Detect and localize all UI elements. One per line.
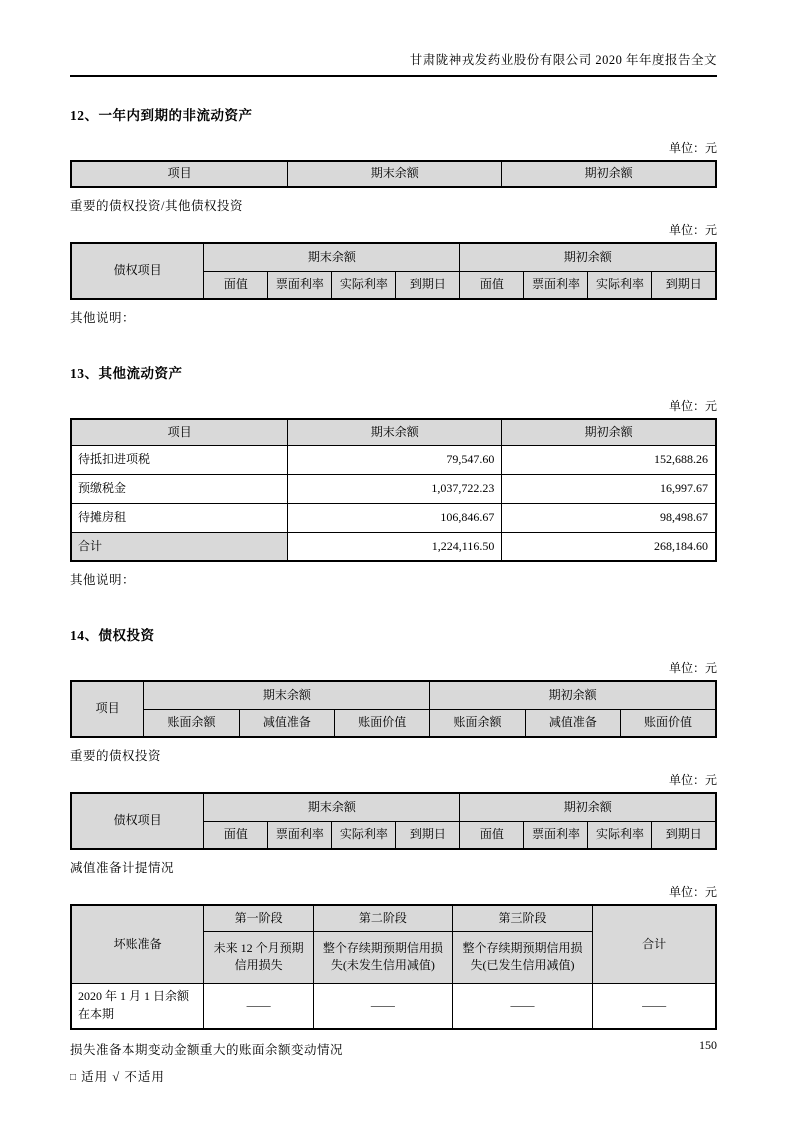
column-header: 项目 — [71, 419, 288, 445]
debt-investment-summary-table — [70, 680, 717, 738]
column-header: 到期日 — [652, 821, 716, 849]
column-group-header: 期初余额 — [460, 243, 716, 271]
row-label-total: 合计 — [71, 532, 288, 561]
unit-label: 单位：元 — [668, 223, 717, 237]
cell-end-balance: 79,547.60 — [288, 445, 502, 474]
table-row — [71, 983, 716, 1029]
table-row-total — [71, 532, 716, 561]
column-header-stage1: 第一阶段 — [204, 905, 314, 931]
document-header — [70, 50, 717, 77]
cell-begin-balance: 268,184.60 — [502, 532, 716, 561]
note-other-remarks: 其他说明： — [70, 311, 136, 325]
column-header: 账面余额 — [430, 709, 525, 737]
column-header: 债权项目 — [71, 243, 204, 299]
applicable-label: 适用 — [81, 1070, 109, 1084]
table-row — [71, 474, 716, 503]
column-group-header: 期末余额 — [144, 681, 430, 709]
column-header: 债权项目 — [71, 793, 204, 849]
column-header: 实际利率 — [332, 271, 396, 299]
column-subheader-stage1: 未来 12 个月预期信用损失 — [204, 931, 314, 983]
cell-dash: —— — [204, 983, 314, 1029]
cell-begin-balance: 16,997.67 — [502, 474, 716, 503]
column-header: 坏账准备 — [71, 905, 204, 983]
row-label: 2020 年 1 月 1 日余额在本期 — [71, 983, 204, 1029]
column-group-header: 期末余额 — [204, 793, 460, 821]
column-header: 期末余额 — [288, 161, 502, 187]
column-header: 面值 — [460, 821, 524, 849]
column-group-header: 期初余额 — [430, 681, 716, 709]
column-header: 实际利率 — [588, 821, 652, 849]
column-header: 减值准备 — [525, 709, 620, 737]
unit-label: 单位：元 — [668, 661, 717, 675]
cell-end-balance: 1,224,116.50 — [288, 532, 502, 561]
column-header-stage3: 第三阶段 — [452, 905, 593, 931]
unit-label: 单位：元 — [668, 399, 717, 413]
section-14-title: 14、债权投资 — [70, 628, 155, 643]
column-header: 到期日 — [652, 271, 716, 299]
document-title: 甘肃陇神戎发药业股份有限公司 2020 年年度报告全文 — [409, 53, 717, 67]
section-13-title: 13、其他流动资产 — [70, 366, 183, 381]
column-group-header: 期末余额 — [204, 243, 460, 271]
column-header: 项目 — [71, 161, 288, 187]
unit-label: 单位：元 — [668, 885, 717, 899]
cell-begin-balance: 98,498.67 — [502, 503, 716, 532]
cell-end-balance: 106,846.67 — [288, 503, 502, 532]
column-subheader-stage2: 整个存续期预期信用损失(未发生信用减值) — [314, 931, 453, 983]
column-header: 账面余额 — [144, 709, 239, 737]
note-other-remarks: 其他说明： — [70, 573, 136, 587]
column-header: 到期日 — [396, 271, 460, 299]
table-row — [71, 445, 716, 474]
row-label: 待摊房租 — [71, 503, 288, 532]
column-header: 项目 — [71, 681, 144, 737]
column-header: 实际利率 — [588, 271, 652, 299]
column-header: 期初余额 — [502, 161, 716, 187]
column-header: 面值 — [460, 271, 524, 299]
checkmark-icon: √ — [112, 1070, 121, 1084]
checkbox-unchecked-icon: □ — [70, 1072, 78, 1083]
column-header: 票面利率 — [524, 271, 588, 299]
column-header-stage2: 第二阶段 — [314, 905, 453, 931]
row-label: 预缴税金 — [71, 474, 288, 503]
debt-item-detail-table — [70, 792, 717, 850]
row-label: 待抵扣进项税 — [71, 445, 288, 474]
column-header: 减值准备 — [239, 709, 334, 737]
column-subheader-stage3: 整个存续期预期信用损失(已发生信用减值) — [452, 931, 593, 983]
column-header: 票面利率 — [268, 271, 332, 299]
note-important-debt-investment: 重要的债权投资/其他债权投资 — [70, 199, 243, 213]
column-header: 到期日 — [396, 821, 460, 849]
column-header: 面值 — [204, 821, 268, 849]
column-header: 账面价值 — [621, 709, 716, 737]
cell-end-balance: 1,037,722.23 — [288, 474, 502, 503]
column-header: 票面利率 — [268, 821, 332, 849]
column-header: 期初余额 — [502, 419, 716, 445]
noncurrent-assets-due-table — [70, 160, 717, 188]
unit-label: 单位：元 — [668, 773, 717, 787]
column-group-header: 期初余额 — [460, 793, 716, 821]
column-header: 账面价值 — [335, 709, 430, 737]
unit-label: 单位：元 — [668, 141, 717, 155]
column-header: 期末余额 — [288, 419, 502, 445]
page-number: 150 — [699, 1038, 717, 1052]
note-important-debt-investment: 重要的债权投资 — [70, 749, 162, 763]
cell-begin-balance: 152,688.26 — [502, 445, 716, 474]
applicability-line — [70, 1067, 717, 1085]
bad-debt-provision-table — [70, 904, 717, 1030]
note-loss-provision-change: 损失准备本期变动金额重大的账面余额变动情况 — [70, 1043, 344, 1057]
cell-dash: —— — [452, 983, 593, 1029]
note-impairment-provision: 减值准备计提情况 — [70, 861, 175, 875]
column-header: 票面利率 — [524, 821, 588, 849]
cell-dash: —— — [593, 983, 716, 1029]
debt-item-detail-table — [70, 242, 717, 300]
section-12-title: 12、一年内到期的非流动资产 — [70, 108, 253, 123]
other-current-assets-table — [70, 418, 717, 562]
column-header: 面值 — [204, 271, 268, 299]
column-header-total: 合计 — [593, 905, 716, 983]
cell-dash: —— — [314, 983, 453, 1029]
not-applicable-label: 不适用 — [124, 1070, 165, 1084]
column-header: 实际利率 — [332, 821, 396, 849]
table-row — [71, 503, 716, 532]
